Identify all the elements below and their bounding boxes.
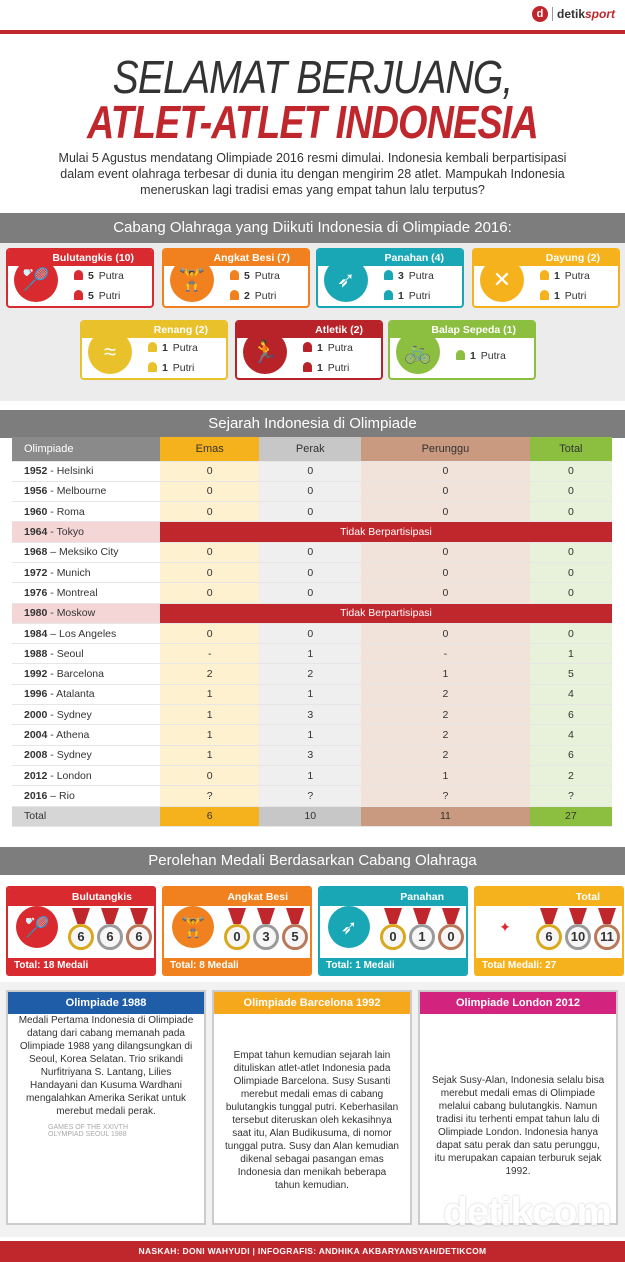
gold-count: 0: [160, 765, 259, 785]
putri-count: [540, 290, 586, 302]
history-row: [12, 542, 612, 562]
silver-count: 1: [259, 684, 361, 704]
not-participating: Tidak Berpartisipasi: [160, 603, 612, 623]
bronze-medal: [594, 908, 620, 956]
medal-card: [162, 886, 312, 976]
detiksport-logo[interactable]: [532, 6, 615, 22]
female-icon: [384, 290, 393, 300]
story-title: Olimpiade London 2012: [420, 992, 616, 1014]
olympic-edition: [12, 583, 160, 603]
olympic-edition: [12, 664, 160, 684]
olympic-edition: [12, 481, 160, 501]
cycling-icon: 🚲: [396, 330, 440, 374]
silver-medal: [565, 908, 591, 956]
story-text: Sejak Susy-Alan, Indonesia selalu bisa merebut medali emas di Olimpiade melalui cabang bulutangkis. Namun tradisi itu terhenti empat tahun lalu di Olimpiade London. Indonesia hanya dapat satu perak dan satu perunggu, itu merupakan capaian terburuk sejak 1992.: [431, 1075, 605, 1177]
silver-count: 0: [259, 461, 361, 481]
col-perunggu: Perunggu: [361, 437, 530, 461]
logo-divider: [552, 7, 553, 21]
sport-card: [472, 248, 620, 308]
bronze-count: 2: [361, 745, 530, 765]
athlete-gender: Putri: [327, 362, 350, 374]
edition-city: - Helsinki: [47, 465, 94, 478]
edition-year: 2016: [24, 789, 48, 802]
medal-count: 6: [97, 924, 123, 950]
silver-count: 0: [259, 562, 361, 582]
olympic-edition: [12, 684, 160, 704]
edition-city: - Sydney: [47, 708, 92, 721]
female-icon: [230, 290, 239, 300]
multi-sport-icon: ✦: [484, 906, 526, 948]
silver-medal: [97, 908, 123, 956]
edition-year: 1988: [24, 647, 48, 660]
medal-ribbon: [228, 908, 246, 924]
medal-count: 0: [438, 924, 464, 950]
story-text: Empat tahun kemudian sejarah lain dituliskan atlet-atlet Indonesia pada Olimpiade Barcelona. Susy Susanti merebut medali emas di cabang bulutangkis tunggal putri. Keberhasilan tersebut diteruskan oleh kekasihnya saat itu, Alan Budikusuma, di nomor tunggal putra. Susy dan Alan kemudian dikenal sebagai pasangan emas Indonesia dan menikah beberapa tahun kemudian.: [224, 1050, 399, 1191]
medal-count: 1: [409, 924, 435, 950]
male-icon: [148, 342, 157, 352]
sport-name: Angkat Besi (7): [164, 250, 308, 266]
silver-medal: [409, 908, 435, 956]
bronze-count: 1: [361, 765, 530, 785]
edition-city: - Melbourne: [47, 485, 107, 498]
history-row: [12, 684, 612, 704]
total-count: 6: [530, 745, 612, 765]
silver-count: 0: [259, 542, 361, 562]
medal-card: [318, 886, 468, 976]
bronze-count: 0: [361, 542, 530, 562]
athlete-gender: Putra: [480, 350, 506, 362]
athlete-count: 1: [398, 290, 404, 302]
athlete-count: 1: [162, 342, 168, 354]
putra-count: [540, 270, 590, 282]
total-count: 2: [530, 765, 612, 785]
edition-city: – Rio: [47, 789, 75, 802]
athlete-count: 1: [162, 362, 168, 374]
edition-city: - Roma: [47, 505, 85, 518]
athletics-icon: 🏃: [243, 330, 287, 374]
bronze-count: 2: [361, 684, 530, 704]
bronze-count: -: [361, 644, 530, 664]
gold-count: 0: [160, 542, 259, 562]
medal-card-title: Panahan: [320, 888, 466, 906]
edition-year: 2004: [24, 729, 48, 741]
bronze-count: 0: [361, 562, 530, 582]
putri-count: [384, 290, 430, 302]
medal-ribbon: [442, 908, 460, 924]
olympic-edition: [12, 725, 160, 745]
story-card: [212, 990, 412, 1225]
bronze-count: 0: [361, 502, 530, 522]
gold-count: 0: [160, 583, 259, 603]
edition-city: - Barcelona: [47, 668, 104, 681]
putra-count: [456, 350, 506, 362]
total-label: Total: [12, 806, 160, 826]
col-perak: Perak: [259, 437, 361, 461]
athlete-gender: Putri: [564, 290, 587, 302]
gold-count: ?: [160, 786, 259, 806]
edition-city: - London: [47, 769, 92, 782]
olympic-edition: [12, 705, 160, 725]
putri-count: [74, 290, 120, 302]
olympic-edition: [12, 502, 160, 522]
intro-paragraph: Mulai 5 Agustus mendatang Olimpiade 2016 resmi dimulai. Indonesia kembali berpartisipasi dalam event olahraga terbesar di dunia itu dengan mengirim 28 atlet. Mampukah Indonesia meneruskan lagi tradisi emas yang empat tahun lalu terputus?: [58, 151, 567, 197]
edition-year: 2000: [24, 708, 48, 721]
edition-year: 1968: [24, 546, 48, 559]
athlete-gender: Putra: [564, 270, 590, 282]
col-emas: Emas: [160, 437, 259, 461]
medal-ribbon: [286, 908, 304, 924]
athlete-count: 5: [88, 290, 94, 302]
not-participating: Tidak Berpartisipasi: [160, 522, 612, 542]
edition-year: 2012: [24, 769, 48, 782]
edition-city: - Athena: [47, 729, 90, 741]
silver-count: 1: [259, 725, 361, 745]
athlete-gender: Putra: [408, 270, 434, 282]
history-table: [12, 437, 612, 827]
medal-ribbon: [72, 908, 90, 924]
section-sports-header: Cabang Olahraga yang Diikuti Indonesia di Olimpiade 2016:: [0, 213, 625, 243]
rowing-icon: ✕: [480, 258, 524, 302]
top-bar: [0, 0, 625, 34]
history-row: [12, 623, 612, 643]
edition-year: 1960: [24, 505, 48, 518]
gold-count: 2: [160, 664, 259, 684]
history-row: [12, 786, 612, 806]
medal-ribbon: [540, 908, 558, 924]
athlete-gender: Putri: [172, 362, 195, 374]
archery-icon: ➶: [328, 906, 370, 948]
logo-name: detik: [556, 7, 585, 21]
bronze-count: 0: [361, 623, 530, 643]
olympic-edition: [12, 644, 160, 664]
medal-row: [380, 908, 464, 956]
history-row: [12, 644, 612, 664]
story-text: Medali Pertama Indonesia di Olimpiade datang dari cabang memanah pada Olimpiade 1988 yang dilangsungkan di Seoul, Korea Selatan. Trio srikandi Nurfitriyana S. Lantang, Lilies Handayani dan Kusuma Wardhani mengalahkan Amerika Serikat untuk merebut medali perak.: [18, 1015, 194, 1117]
credits-footer: NASKAH: DONI WAHYUDI | INFOGRAFIS: ANDHIKA AKBARYANSYAH/DETIKCOM: [0, 1241, 625, 1262]
medal-count: 0: [380, 924, 406, 950]
total-count: 4: [530, 684, 612, 704]
olympic-edition: [12, 542, 160, 562]
silver-total: 10: [259, 806, 361, 826]
total-count: 0: [530, 481, 612, 501]
gold-medal: [536, 908, 562, 956]
sport-name: Panahan (4): [318, 250, 462, 266]
medal-card-title: Bulutangkis: [8, 888, 154, 906]
edition-year: 1956: [24, 485, 48, 498]
bronze-count: 2: [361, 725, 530, 745]
headline-line2: ATLET-ATLET INDONESIA: [87, 96, 538, 148]
female-icon: [148, 362, 157, 372]
medal-ribbon: [598, 908, 616, 924]
story-caption: GAMES OF THE XXIVTH OLYMPIAD SEOUL 1988: [48, 1124, 128, 1138]
history-row: [12, 745, 612, 765]
bronze-count: 0: [361, 583, 530, 603]
male-icon: [230, 270, 239, 280]
history-row: [12, 725, 612, 745]
medal-count: 5: [282, 924, 308, 950]
sport-name: Renang (2): [82, 322, 226, 338]
silver-medal: [253, 908, 279, 956]
swimming-icon: ≈: [88, 330, 132, 374]
sport-name: Bulutangkis (10): [8, 250, 152, 266]
athlete-gender: Putri: [98, 290, 121, 302]
medal-count: 6: [68, 924, 94, 950]
athlete-count: 2: [244, 290, 250, 302]
athlete-gender: Putri: [408, 290, 431, 302]
bronze-total: 11: [361, 806, 530, 826]
silver-count: 0: [259, 623, 361, 643]
bronze-count: 0: [361, 461, 530, 481]
history-row: [12, 481, 612, 501]
bronze-count: 2: [361, 705, 530, 725]
medal-ribbon: [413, 908, 431, 924]
gold-count: 0: [160, 562, 259, 582]
archery-icon: ➶: [324, 258, 368, 302]
bronze-count: 0: [361, 481, 530, 501]
history-header-row: [12, 437, 612, 461]
putri-count: [148, 362, 194, 374]
history-row: [12, 562, 612, 582]
headline-line1: SELAMAT BERJUANG,: [112, 51, 513, 103]
medal-card-title: Total: [476, 888, 622, 906]
silver-count: 1: [259, 765, 361, 785]
bronze-count: 1: [361, 664, 530, 684]
olympic-edition: [12, 461, 160, 481]
medal-row: [224, 908, 308, 956]
putri-count: [303, 362, 349, 374]
edition-city: – Los Angeles: [47, 627, 117, 640]
edition-city: - Montreal: [47, 586, 98, 599]
history-total-row: [12, 806, 612, 826]
medal-card: [474, 886, 624, 976]
putra-count: [148, 342, 198, 354]
edition-year: 1964: [24, 526, 48, 539]
bronze-medal: [126, 908, 152, 956]
sport-card: [80, 320, 228, 380]
col-olimpiade: Olimpiade: [12, 437, 160, 461]
olympic-edition: [12, 522, 160, 542]
gold-count: 1: [160, 705, 259, 725]
sport-name: Balap Sepeda (1): [390, 322, 534, 338]
medal-ribbon: [384, 908, 402, 924]
athlete-gender: Putra: [327, 342, 353, 354]
medal-card-total: Total Medali: 27: [476, 958, 622, 974]
bronze-count: ?: [361, 786, 530, 806]
edition-year: 1952: [24, 465, 48, 478]
medal-card: [6, 886, 156, 976]
logo-accent: sport: [585, 7, 615, 21]
male-icon: [384, 270, 393, 280]
athlete-count: 5: [244, 270, 250, 282]
total-count: 0: [530, 583, 612, 603]
medal-ribbon: [130, 908, 148, 924]
section-history-header: Sejarah Indonesia di Olimpiade: [0, 410, 625, 438]
silver-count: 1: [259, 644, 361, 664]
history-row: [12, 603, 612, 623]
grand-total: 27: [530, 806, 612, 826]
detik-d-icon: d: [532, 6, 548, 22]
putra-count: [384, 270, 434, 282]
athlete-count: 1: [554, 290, 560, 302]
athlete-count: 1: [317, 362, 323, 374]
history-row: [12, 765, 612, 785]
sport-name: Atletik (2): [237, 322, 381, 338]
edition-year: 1976: [24, 586, 48, 599]
total-count: 0: [530, 623, 612, 643]
sport-card: [388, 320, 536, 380]
medal-ribbon: [257, 908, 275, 924]
gold-count: 1: [160, 684, 259, 704]
male-icon: [74, 270, 83, 280]
medal-row: [536, 908, 620, 956]
female-icon: [74, 290, 83, 300]
athlete-count: 1: [317, 342, 323, 354]
athlete-gender: Putra: [172, 342, 198, 354]
total-count: 0: [530, 461, 612, 481]
history-body: [12, 461, 612, 826]
gold-medal: [68, 908, 94, 956]
edition-year: 1972: [24, 566, 48, 579]
edition-year: 1996: [24, 688, 48, 701]
medal-card-total: Total: 8 Medali: [164, 958, 310, 974]
athlete-count: 5: [88, 270, 94, 282]
male-icon: [540, 270, 549, 280]
history-row: [12, 664, 612, 684]
gold-count: 0: [160, 481, 259, 501]
medal-count: 11: [594, 924, 620, 950]
weightlifting-icon: 🏋: [170, 258, 214, 302]
medal-ribbon: [101, 908, 119, 924]
story-card: [6, 990, 206, 1225]
total-count: 0: [530, 542, 612, 562]
silver-count: ?: [259, 786, 361, 806]
gold-total: 6: [160, 806, 259, 826]
silver-count: 3: [259, 745, 361, 765]
olympic-edition: [12, 745, 160, 765]
medal-card-title: Angkat Besi: [164, 888, 310, 906]
gold-count: 0: [160, 623, 259, 643]
story-title: Olimpiade 1988: [8, 992, 204, 1014]
history-row: [12, 522, 612, 542]
sport-card: [316, 248, 464, 308]
male-icon: [456, 350, 465, 360]
silver-count: 2: [259, 664, 361, 684]
gold-count: 1: [160, 745, 259, 765]
badminton-icon: 🏸: [16, 906, 58, 948]
total-count: 6: [530, 705, 612, 725]
olympic-edition: [12, 786, 160, 806]
medal-count: 10: [565, 924, 591, 950]
athlete-gender: Putra: [254, 270, 280, 282]
total-count: 1: [530, 644, 612, 664]
edition-city: - Sydney: [47, 749, 92, 762]
silver-count: 0: [259, 481, 361, 501]
col-total: Total: [530, 437, 612, 461]
total-count: 4: [530, 725, 612, 745]
gold-medal: [224, 908, 250, 956]
edition-city: - Atalanta: [47, 688, 95, 701]
gold-count: 0: [160, 461, 259, 481]
sport-card: [6, 248, 154, 308]
history-row: [12, 461, 612, 481]
male-icon: [303, 342, 312, 352]
medal-card-total: Total: 18 Medali: [8, 958, 154, 974]
female-icon: [540, 290, 549, 300]
total-count: 0: [530, 502, 612, 522]
edition-year: 1992: [24, 668, 48, 681]
athlete-count: 1: [470, 350, 476, 362]
sport-card: [235, 320, 383, 380]
total-count: ?: [530, 786, 612, 806]
medal-count: 3: [253, 924, 279, 950]
sport-card: [162, 248, 310, 308]
medal-ribbon: [569, 908, 587, 924]
edition-city: - Tokyo: [47, 526, 84, 539]
sport-name: Dayung (2): [474, 250, 618, 266]
edition-year: 1984: [24, 627, 48, 640]
history-row: [12, 583, 612, 603]
athlete-gender: Putri: [254, 290, 277, 302]
medal-count: 0: [224, 924, 250, 950]
story-title: Olimpiade Barcelona 1992: [214, 992, 410, 1014]
history-row: [12, 705, 612, 725]
athlete-gender: Putra: [98, 270, 124, 282]
logo-text: [557, 7, 615, 21]
total-count: 0: [530, 562, 612, 582]
gold-count: 1: [160, 725, 259, 745]
detikcom-watermark: detikcom: [443, 1190, 611, 1234]
athlete-count: 3: [398, 270, 404, 282]
silver-count: 3: [259, 705, 361, 725]
medal-count: 6: [536, 924, 562, 950]
medal-card-total: Total: 1 Medali: [320, 958, 466, 974]
female-icon: [303, 362, 312, 372]
edition-city: – Meksiko City: [47, 546, 119, 559]
edition-year: 1980: [24, 607, 48, 620]
silver-count: 0: [259, 583, 361, 603]
edition-city: - Seoul: [47, 647, 84, 660]
putra-count: [230, 270, 280, 282]
gold-count: -: [160, 644, 259, 664]
bronze-medal: [438, 908, 464, 956]
section-medal-header: Perolehan Medali Berdasarkan Cabang Olahraga: [0, 847, 625, 875]
badminton-icon: 🏸: [14, 258, 58, 302]
athlete-count: 1: [554, 270, 560, 282]
olympic-edition: [12, 765, 160, 785]
history-row: [12, 502, 612, 522]
bronze-medal: [282, 908, 308, 956]
total-count: 5: [530, 664, 612, 684]
edition-city: - Moskow: [47, 607, 96, 620]
silver-count: 0: [259, 502, 361, 522]
olympic-edition: [12, 623, 160, 643]
gold-medal: [380, 908, 406, 956]
olympic-edition: [12, 603, 160, 623]
medal-count: 6: [126, 924, 152, 950]
medal-row: [68, 908, 152, 956]
weightlifting-icon: 🏋: [172, 906, 214, 948]
olympic-edition: [12, 562, 160, 582]
edition-city: - Munich: [47, 566, 91, 579]
edition-year: 2008: [24, 749, 48, 762]
putra-count: [303, 342, 353, 354]
gold-count: 0: [160, 502, 259, 522]
putra-count: [74, 270, 124, 282]
putri-count: [230, 290, 276, 302]
